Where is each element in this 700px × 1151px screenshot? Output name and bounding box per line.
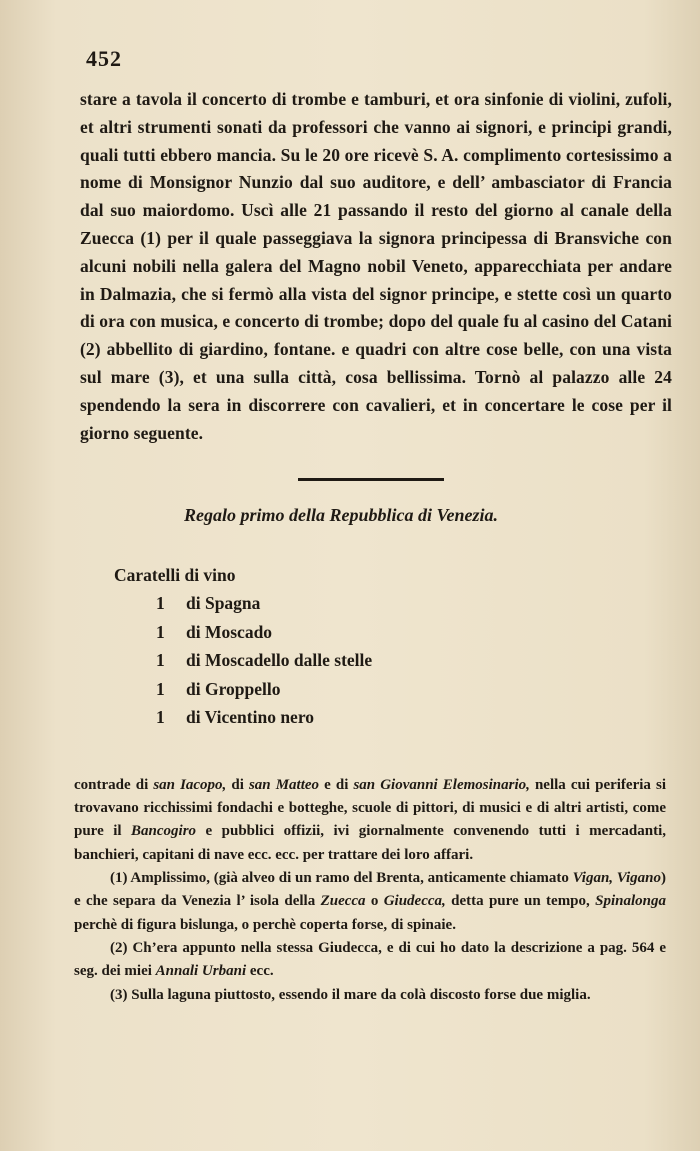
footnote-3: (3) Sulla laguna piuttosto, essendo il mare da colà discosto forse due miglia. [110,986,591,1003]
gift-row [80,646,672,675]
gift-list [80,561,672,732]
gift-description: di Groppello [186,678,281,699]
section-title: Regalo primo della Repubblica di Venezia. [184,505,498,526]
gift-list-header: Caratelli di vino [114,565,236,586]
page-number: 452 [86,46,122,71]
gift-row [80,589,672,618]
footnotes [74,774,666,1007]
gift-quantity: 1 [156,593,165,614]
gift-quantity: 1 [156,678,165,699]
gift-description: di Spagna [186,593,261,614]
gift-description: di Vicentino nero [186,707,315,728]
gift-row [80,618,672,647]
gift-description: di Moscadello dalle stelle [186,650,373,671]
footnote-1: (1) Amplissimo, (già alveo di un ramo del Brenta, anticamente chiamato Vigan, Vigano) e che separa da Venezia l’ isola della Zuecca o Giudecca, detta pure un tempo, Spinalonga perchè di figura bislunga, o perchè coperta forse, di spinaie. [74,870,666,933]
gift-quantity: 1 [156,650,165,671]
gift-description: di Moscado [186,621,273,642]
footnote-2: (2) Ch’era appunto nella stessa Giudecca, e di cui ho dato la descrizione a pag. 564 e seg. dei miei Annali Urbani ecc. [74,939,666,980]
gift-quantity: 1 [156,621,165,642]
footnote-continuation: contrade di san Iacopo, di san Matteo e di san Giovanni Elemosinario, nella cui periferia si trovavano ricchissimi fondachi e botteghe, scuole di pittori, di musici e di altri artisti, come pure il Bancogiro e pubblici offizii, ivi giornalmente convenendo tutti i mercadanti, banchieri, capitani di nave ecc. ecc. per trattare dei loro affari. [74,776,666,863]
gift-quantity: 1 [156,707,165,728]
gift-row [80,703,672,732]
main-paragraph: stare a tavola il concerto di trombe e tamburi, et ora sinfonie di violini, zufoli, et altri strumenti sonati da professori che vanno ai signori, e principi grandi, quali tutti ebbero mancia. Su le 20 ore ricevè S. A. complimento cortesissimo a nome di Monsignor Nunzio dal suo auditore, e dell’ ambasciator di Francia dal suo maiordomo. Uscì alle 21 passando il resto del giorno al canale della Zuecca (1) per il quale passeggiava la signora principessa di Bransviche con alcuni nobili nella galera del Magno nobil Veneto, apparecchiata per andare in Dalmazia, che si fermò alla vista del signor principe, e stette così un quarto di ora con musica, e concerto di trombe; dopo del quale fu al casino del Catani (2) abbellito di giardino, fontane. e quadri con altre cose belle, con una vista sul mare (3), et una sulla città, cosa bellissima. Tornò al palazzo alle 24 spendendo la sera in discorrere con cavalieri, et in concertare le cose per il giorno seguente. [80,89,672,443]
gift-row [80,675,672,704]
section-divider [298,478,444,481]
